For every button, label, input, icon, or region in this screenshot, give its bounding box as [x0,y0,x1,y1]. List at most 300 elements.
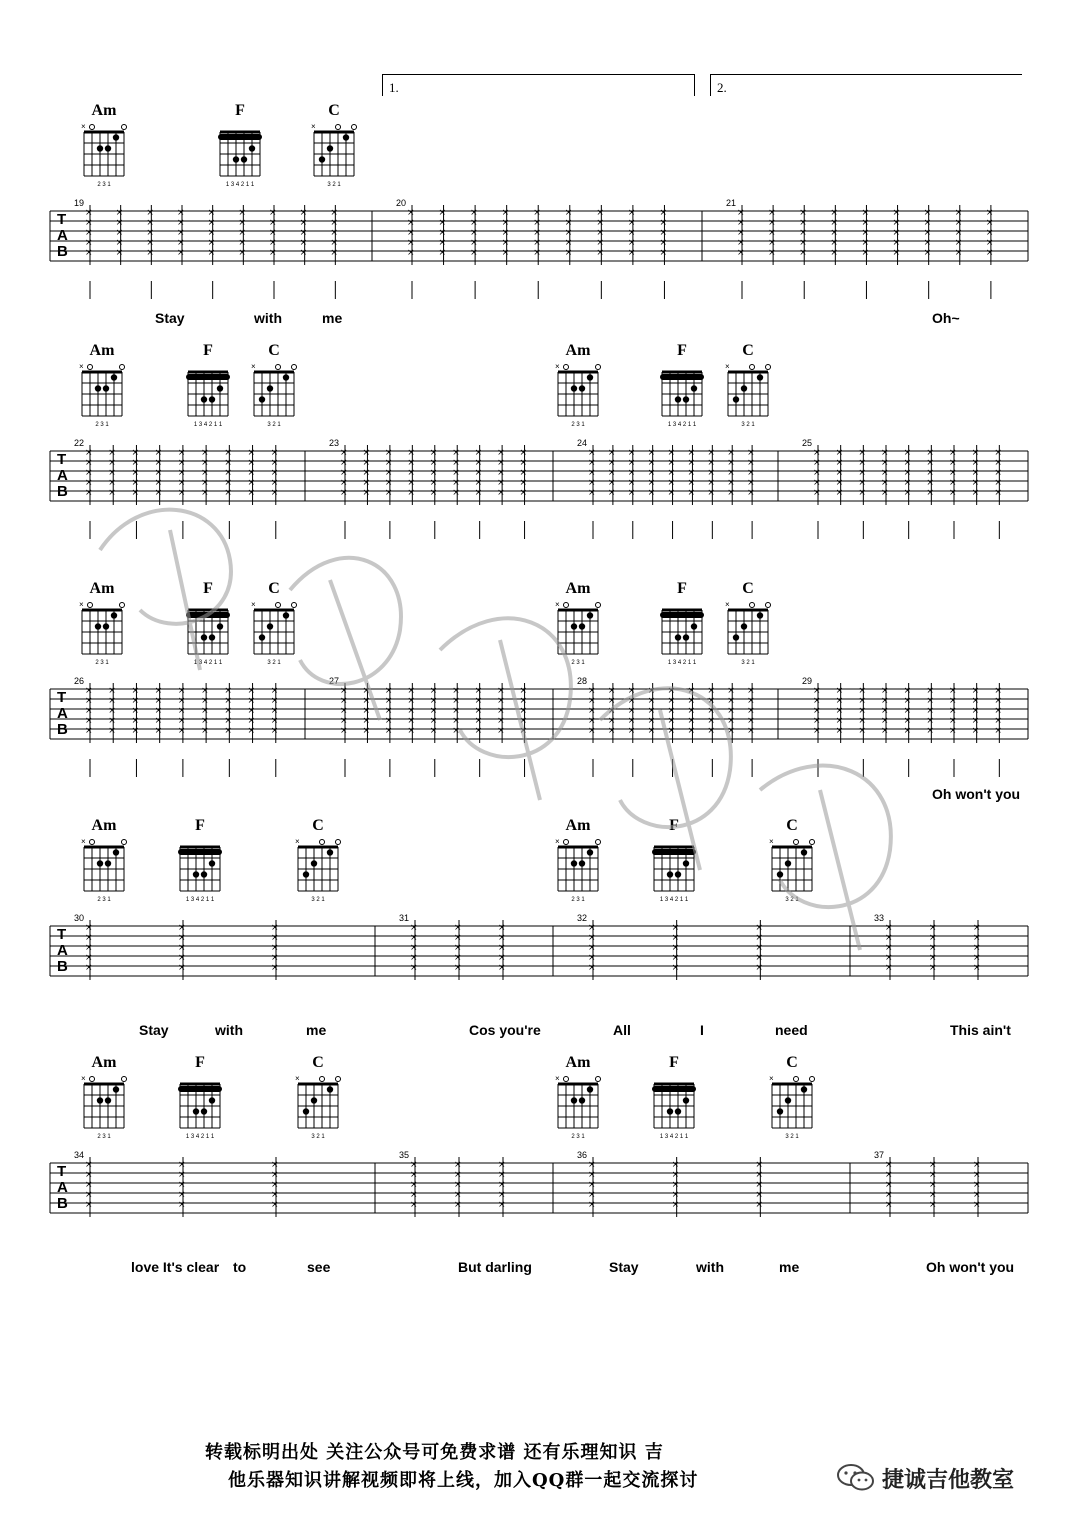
svg-text:×: × [501,248,510,258]
strum-mark [861,205,869,299]
svg-text:×: × [438,208,447,218]
svg-text:×: × [429,458,438,468]
svg-text:×: × [501,218,510,228]
svg-text:×: × [384,706,393,716]
svg-text:×: × [929,1170,937,1180]
svg-text:×: × [178,933,186,943]
svg-text:×: × [131,716,139,726]
svg-text:×: × [926,468,934,478]
svg-text:×: × [813,458,821,468]
svg-text:×: × [588,1160,596,1170]
lyric: This ain't [950,1022,1011,1038]
svg-text:×: × [269,238,277,248]
svg-text:×: × [949,696,957,706]
svg-text:×: × [271,943,279,953]
svg-text:1 3 4 2 1 1: 1 3 4 2 1 1 [659,897,689,903]
strum-mark [248,683,256,743]
svg-text:×: × [519,686,528,696]
svg-text:×: × [362,726,370,736]
chord-name: F [203,342,213,359]
brand-name: 捷诚吉他教室 [882,1467,1015,1493]
svg-text:×: × [671,963,680,973]
svg-text:×: × [131,686,139,696]
svg-text:×: × [201,458,209,468]
svg-text:×: × [251,600,256,609]
tab-system [0,100,1080,330]
strum-mark [439,205,447,265]
svg-text:×: × [85,208,93,218]
strum-mark [85,1157,93,1217]
svg-text:×: × [861,218,869,228]
strum-mark [385,445,393,539]
svg-text:×: × [687,468,695,478]
chord-name: Am [565,1054,591,1071]
strum-mark [146,205,154,299]
svg-text:×: × [885,943,893,953]
svg-text:×: × [627,726,636,736]
svg-text:×: × [299,238,308,248]
svg-text:×: × [755,1180,763,1190]
strum-mark [926,683,934,743]
svg-text:×: × [949,478,957,488]
svg-text:×: × [519,726,528,736]
svg-text:×: × [687,696,695,706]
svg-text:×: × [201,448,209,458]
strum-mark [885,920,893,980]
chord-name: C [312,1054,324,1071]
svg-text:×: × [858,468,866,478]
svg-text:×: × [85,1190,93,1200]
svg-text:3 2 1: 3 2 1 [267,660,281,666]
svg-text:×: × [115,208,124,218]
svg-text:×: × [177,238,185,248]
strum-mark [497,445,505,505]
svg-text:×: × [707,696,715,706]
svg-text:×: × [858,706,866,716]
svg-text:×: × [452,488,460,498]
svg-text:×: × [835,706,844,716]
tab-clef-letter: T [57,1163,67,1180]
strum-mark [271,920,279,980]
svg-text:×: × [362,686,370,696]
svg-text:×: × [973,1160,981,1170]
svg-text:×: × [954,238,963,248]
svg-text:×: × [270,488,279,498]
strum-mark [565,205,573,265]
svg-text:×: × [201,686,209,696]
svg-text:×: × [881,696,889,706]
svg-text:×: × [813,706,821,716]
strum-mark [973,920,981,980]
svg-text:×: × [737,228,745,238]
svg-text:×: × [270,478,279,488]
svg-text:×: × [271,1160,279,1170]
chord-name: Am [91,102,117,119]
chord-name: F [195,1054,205,1071]
svg-text:×: × [498,1170,506,1180]
svg-text:×: × [659,208,667,218]
lyric: Oh~ [932,310,960,326]
svg-text:×: × [926,716,934,726]
strum-mark [836,445,844,505]
svg-text:×: × [671,1160,680,1170]
svg-text:×: × [384,696,393,706]
svg-text:×: × [207,248,216,258]
svg-text:×: × [407,696,415,706]
svg-text:×: × [429,478,438,488]
svg-text:×: × [747,468,755,478]
svg-text:×: × [178,1190,186,1200]
svg-text:×: × [755,943,763,953]
measure-number: 31 [399,913,410,923]
svg-text:×: × [407,458,415,468]
svg-text:×: × [973,1190,981,1200]
svg-text:×: × [973,923,981,933]
svg-text:×: × [224,448,232,458]
svg-text:×: × [727,696,735,706]
chord-name: C [742,342,754,359]
svg-text:×: × [555,1074,560,1083]
svg-text:×: × [154,696,163,706]
svg-text:×: × [454,923,462,933]
svg-text:×: × [438,248,447,258]
svg-text:×: × [429,716,438,726]
strum-mark [672,920,680,980]
svg-text:×: × [115,238,124,248]
svg-text:×: × [85,458,93,468]
svg-text:×: × [861,238,869,248]
svg-text:×: × [410,953,418,963]
strum-mark [470,205,478,299]
svg-text:×: × [85,933,93,943]
svg-text:×: × [271,1180,279,1190]
strum-mark [994,683,1002,777]
svg-text:×: × [627,696,636,706]
svg-text:×: × [627,706,636,716]
lyric: Oh won't you [932,786,1021,802]
measure-number: 28 [577,676,588,686]
svg-text:×: × [707,468,715,478]
svg-text:×: × [498,1190,506,1200]
svg-text:×: × [247,448,256,458]
lyric: with [215,1022,243,1038]
svg-text:×: × [299,208,308,218]
svg-text:×: × [177,686,186,696]
svg-text:×: × [727,458,735,468]
tab-clef-letter: T [57,211,67,228]
chord-name: Am [565,342,591,359]
svg-text:×: × [271,933,279,943]
svg-text:×: × [452,706,460,716]
svg-text:×: × [973,943,981,953]
svg-text:×: × [108,458,116,468]
svg-text:×: × [81,837,86,846]
svg-text:×: × [885,933,893,943]
lyric: with [696,1259,724,1275]
svg-text:×: × [533,218,541,228]
svg-text:×: × [994,478,1002,488]
svg-text:×: × [607,478,616,488]
svg-text:×: × [647,726,656,736]
strum-mark [116,205,124,265]
svg-text:×: × [755,923,763,933]
svg-text:×: × [768,228,776,238]
strum-mark [972,683,980,743]
svg-text:×: × [410,1160,418,1170]
svg-text:×: × [971,448,980,458]
svg-text:×: × [247,716,256,726]
svg-text:×: × [533,238,541,248]
svg-text:×: × [407,686,415,696]
svg-text:×: × [270,706,279,716]
svg-text:×: × [407,248,415,258]
strum-mark [836,683,844,743]
svg-text:×: × [949,726,957,736]
svg-text:×: × [201,488,209,498]
svg-text:×: × [238,208,246,218]
svg-text:2 3 1: 2 3 1 [97,182,111,188]
svg-text:×: × [929,953,937,963]
svg-text:×: × [340,716,348,726]
svg-text:×: × [707,716,715,726]
svg-text:×: × [596,248,604,258]
svg-text:×: × [647,716,656,726]
svg-text:×: × [454,963,462,973]
svg-text:×: × [85,953,93,963]
svg-text:×: × [154,716,163,726]
svg-text:×: × [813,448,821,458]
chord-name: C [742,580,754,597]
svg-text:×: × [588,953,596,963]
svg-text:×: × [607,468,616,478]
svg-text:×: × [177,468,186,478]
svg-text:×: × [270,686,279,696]
svg-text:×: × [533,228,541,238]
svg-text:×: × [470,238,478,248]
svg-text:×: × [362,478,370,488]
strum-mark [407,445,415,505]
svg-text:×: × [452,686,460,696]
svg-text:×: × [410,1200,418,1210]
svg-text:×: × [885,1170,893,1180]
svg-text:×: × [994,448,1002,458]
strum-mark [177,205,185,265]
svg-text:3 2 1: 3 2 1 [311,1134,325,1140]
svg-text:×: × [452,696,460,706]
svg-text:×: × [207,208,216,218]
svg-text:×: × [835,488,844,498]
svg-text:×: × [881,488,889,498]
chord-name: F [677,342,687,359]
svg-text:2 3 1: 2 3 1 [571,1134,585,1140]
strum-mark [269,205,277,299]
svg-text:×: × [881,706,889,716]
svg-text:×: × [178,1180,186,1190]
svg-text:×: × [108,468,116,478]
tab-system [0,578,1080,808]
svg-text:×: × [737,208,745,218]
svg-text:2 3 1: 2 3 1 [97,897,111,903]
svg-text:×: × [755,953,763,963]
svg-text:×: × [247,488,256,498]
measure-number: 20 [396,198,407,208]
svg-text:×: × [224,458,232,468]
svg-text:×: × [410,943,418,953]
svg-text:×: × [881,478,889,488]
svg-text:×: × [452,468,460,478]
chord-name: Am [91,1054,117,1071]
svg-text:×: × [247,726,256,736]
svg-text:×: × [707,448,715,458]
lyric: Stay [139,1022,169,1038]
svg-text:3 2 1: 3 2 1 [741,422,755,428]
svg-text:×: × [755,1160,763,1170]
chord-name: Am [89,342,115,359]
svg-text:×: × [178,963,186,973]
svg-text:×: × [830,208,838,218]
svg-text:×: × [85,248,93,258]
svg-text:×: × [454,1190,462,1200]
strum-mark [768,205,776,265]
svg-text:×: × [178,943,186,953]
svg-text:×: × [903,448,912,458]
svg-text:×: × [497,448,505,458]
svg-text:×: × [295,837,300,846]
svg-text:1 3 4 2 1 1: 1 3 4 2 1 1 [185,897,215,903]
svg-text:3 2 1: 3 2 1 [785,1134,799,1140]
svg-text:×: × [671,943,680,953]
strum-mark [497,683,505,743]
chord-name: F [203,580,213,597]
svg-text:×: × [330,218,338,228]
svg-text:×: × [929,1160,937,1170]
svg-text:×: × [881,726,889,736]
svg-text:×: × [224,488,232,498]
svg-text:×: × [108,686,116,696]
svg-text:×: × [178,953,186,963]
strum-mark [955,205,963,265]
svg-text:×: × [949,468,957,478]
strum-mark [628,205,636,265]
svg-text:×: × [498,943,506,953]
svg-text:×: × [687,478,695,488]
svg-text:×: × [923,218,932,228]
svg-text:×: × [647,468,656,478]
svg-text:×: × [384,726,393,736]
svg-text:×: × [238,218,246,228]
svg-text:×: × [108,706,116,716]
strum-mark [588,445,596,539]
svg-text:×: × [607,696,616,706]
svg-text:×: × [755,1170,763,1180]
measure-number: 33 [874,913,885,923]
svg-text:×: × [519,696,528,706]
svg-text:×: × [85,478,93,488]
measure-number: 21 [726,198,737,208]
tab-staff [0,815,1080,1045]
tab-clef-letter: B [57,958,68,975]
strum-mark [85,920,93,980]
strum-mark [881,683,889,743]
strum-mark [201,683,209,743]
svg-text:×: × [384,488,393,498]
svg-text:×: × [384,686,393,696]
svg-text:×: × [929,923,937,933]
strum-mark [410,1157,418,1217]
svg-text:×: × [881,458,889,468]
strum-mark [178,920,186,980]
strum-mark [271,683,279,777]
svg-text:×: × [973,1170,981,1180]
svg-text:×: × [926,696,934,706]
strum-mark [362,445,370,505]
strum-mark [668,683,676,777]
svg-text:×: × [885,953,893,963]
strum-mark [588,1157,596,1217]
svg-text:×: × [384,468,393,478]
svg-text:×: × [452,458,460,468]
chord-name: Am [89,580,115,597]
svg-text:×: × [79,600,84,609]
svg-text:×: × [647,686,656,696]
svg-text:×: × [858,696,866,706]
svg-text:×: × [903,696,912,706]
svg-text:×: × [564,218,573,228]
svg-text:×: × [755,933,763,943]
svg-text:×: × [85,716,93,726]
strum-mark [707,445,715,539]
strum-mark [520,683,528,777]
svg-text:×: × [470,218,478,228]
strum-mark [248,445,256,505]
lyric: to [233,1259,247,1275]
svg-text:×: × [429,686,438,696]
svg-text:3 2 1: 3 2 1 [327,182,341,188]
svg-text:×: × [671,1170,680,1180]
svg-text:×: × [474,468,483,478]
strum-mark [85,205,93,299]
svg-text:×: × [659,248,667,258]
svg-text:×: × [452,716,460,726]
svg-text:×: × [949,716,957,726]
svg-text:×: × [178,1200,186,1210]
svg-text:×: × [454,933,462,943]
strum-mark [885,1157,893,1217]
svg-text:×: × [949,686,957,696]
strum-mark [454,920,462,980]
svg-text:×: × [973,933,981,943]
svg-text:×: × [727,726,735,736]
strum-mark [813,445,821,539]
svg-text:×: × [971,458,980,468]
svg-text:×: × [588,686,596,696]
strum-mark [747,445,755,539]
svg-text:×: × [727,488,735,498]
svg-text:×: × [755,1200,763,1210]
svg-text:×: × [588,706,596,716]
strum-mark [178,683,186,777]
svg-text:×: × [269,248,277,258]
svg-text:×: × [85,1160,93,1170]
svg-text:×: × [247,458,256,468]
svg-text:2 3 1: 2 3 1 [95,422,109,428]
svg-text:×: × [747,686,755,696]
svg-text:×: × [201,468,209,478]
svg-text:×: × [146,218,154,228]
strum-mark [224,445,232,539]
strum-mark [430,445,438,539]
svg-text:×: × [177,218,185,228]
